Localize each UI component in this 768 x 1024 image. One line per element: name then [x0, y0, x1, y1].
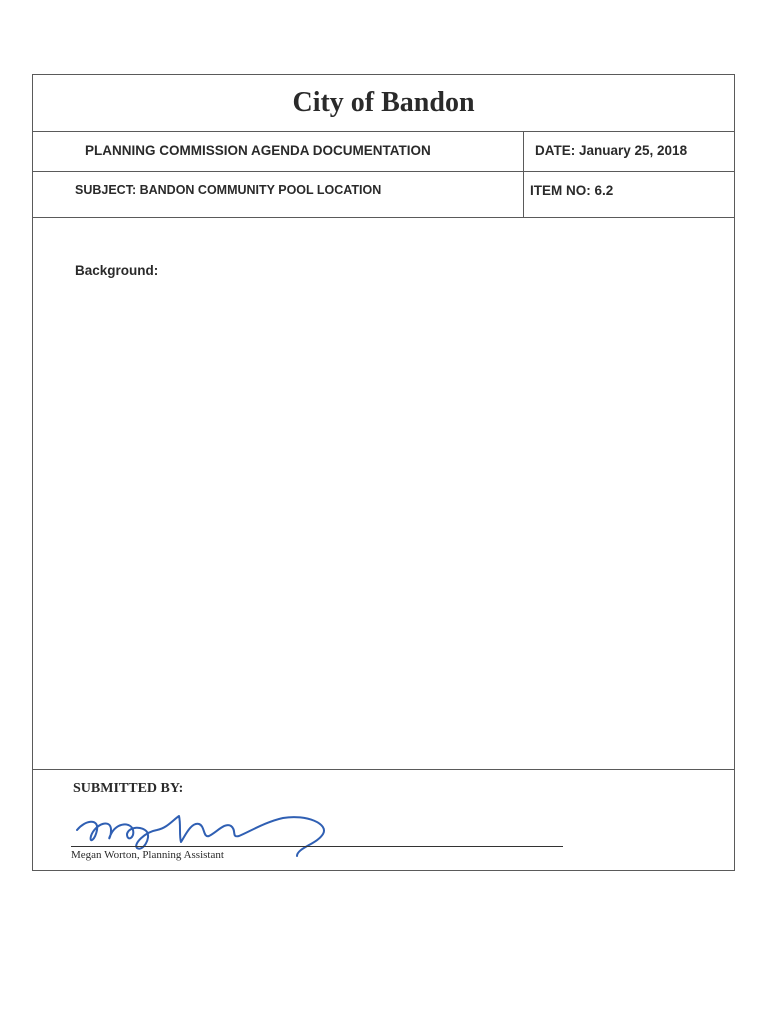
page-title: City of Bandon: [292, 87, 475, 118]
footer-divider: [33, 769, 734, 770]
signer-name: Megan Worton, Planning Assistant: [71, 849, 224, 861]
doc-type-label: PLANNING COMMISSION AGENDA DOCUMENTATION: [85, 143, 431, 158]
submitted-by-label: SUBMITTED BY:: [73, 781, 184, 796]
background-heading: Background:: [75, 263, 159, 278]
signature-line: [71, 846, 563, 847]
date-label: DATE: January 25, 2018: [535, 143, 688, 158]
agenda-form: [32, 74, 735, 871]
column-divider: [523, 131, 524, 217]
item-number-label: ITEM NO: 6.2: [530, 183, 614, 198]
doc-type-row: [33, 131, 734, 172]
subject-label: SUBJECT: BANDON COMMUNITY POOL LOCATION: [75, 183, 382, 197]
title-row: [33, 75, 734, 132]
subject-row: [33, 171, 734, 218]
